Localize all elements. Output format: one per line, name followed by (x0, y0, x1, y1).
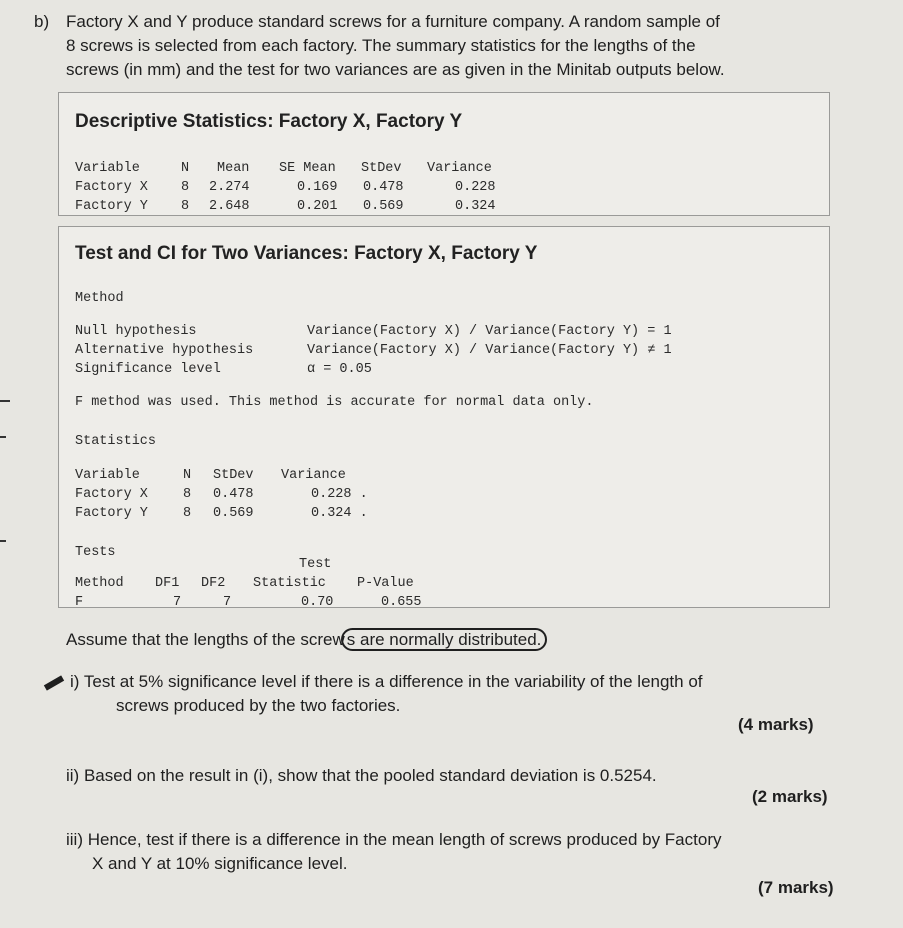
significance-value: α = 0.05 (307, 362, 372, 377)
desc-row1-variance: 0.228 (455, 180, 496, 195)
assumption-circled-text: s are normally distributed. (341, 628, 548, 651)
assumption-statement (66, 628, 547, 652)
test-row-df1: 7 (173, 595, 182, 610)
desc-row2-se-mean: 0.201 (297, 199, 338, 214)
desc-row2-n: 8 (181, 199, 190, 214)
stat-row2-stdev: 0.569 (213, 506, 254, 521)
test-row-method: F (75, 595, 84, 610)
question-iii-line-1: Hence, test if there is a difference in the mean length of screws produced by Factory (87, 830, 722, 849)
variance-test-title: Test and CI for Two Variances: Factory X, Factory Y (75, 243, 538, 264)
question-iii-line-2: X and Y at 10% significance level. (92, 854, 348, 873)
test-row-statistic: 0.70 (301, 595, 334, 610)
test-header-statistic: Statistic (253, 576, 326, 591)
stat-row2-n: 8 (183, 506, 192, 521)
question-iii (66, 828, 866, 876)
desc-row1-variable: Factory X (75, 180, 148, 195)
descriptive-title: Descriptive Statistics: Factory X, Factory Y (75, 111, 463, 132)
desc-row1-n: 8 (181, 180, 190, 195)
desc-row1-se-mean: 0.169 (297, 180, 338, 195)
desc-header-variable: Variable (75, 161, 140, 176)
stat-header-variance: Variance (281, 468, 346, 483)
intro-paragraph (34, 10, 824, 82)
question-ii (66, 764, 657, 788)
alt-hypothesis-label: Alternative hypothesis (75, 343, 254, 358)
test-header-pvalue: P-Value (357, 576, 414, 591)
statistics-label: Statistics (75, 434, 157, 449)
test-header-test: Test (299, 557, 332, 572)
desc-row2-variable: Factory Y (75, 199, 148, 214)
method-label: Method (75, 291, 124, 306)
question-iii-label: iii) (66, 830, 83, 849)
intro-line-1: Factory X and Y produce standard screws for a furniture company. A random sample of (66, 12, 720, 31)
test-row-df2: 7 (223, 595, 232, 610)
test-row-pvalue: 0.655 (381, 595, 422, 610)
descriptive-statistics-box (58, 92, 830, 216)
stat-header-n: N (183, 468, 192, 483)
assumption-prefix: Assume that the lengths of the screw (66, 630, 345, 649)
question-i-line-1: Test at 5% significance level if there is a difference in the variability of the length of (83, 672, 703, 691)
question-iii-marks: (7 marks) (758, 878, 834, 897)
stat-header-stdev: StDev (213, 468, 254, 483)
desc-row2-mean: 2.648 (209, 199, 250, 214)
stat-row2-variance: 0.324 . (311, 506, 368, 521)
stat-header-variable: Variable (75, 468, 140, 483)
desc-row1-mean: 2.274 (209, 180, 250, 195)
question-ii-marks: (2 marks) (752, 787, 828, 806)
desc-header-variance: Variance (427, 161, 492, 176)
stat-row1-variable: Factory X (75, 487, 148, 502)
stat-row1-n: 8 (183, 487, 192, 502)
stat-row1-variance: 0.228 . (311, 487, 368, 502)
desc-header-n: N (181, 161, 190, 176)
desc-header-stdev: StDev (361, 161, 402, 176)
f-method-note: F method was used. This method is accurate for normal data only. (75, 395, 594, 410)
intro-line-2: 8 screws is selected from each factory. The summary statistics for the lengths of the (66, 36, 696, 55)
question-i-label: i) (70, 672, 80, 691)
null-hypothesis-label: Null hypothesis (75, 324, 197, 339)
desc-row2-variance: 0.324 (455, 199, 496, 214)
desc-row2-stdev: 0.569 (363, 199, 404, 214)
alt-hypothesis-value: Variance(Factory X) / Variance(Factory Y) ≠ 1 (307, 343, 672, 358)
question-ii-label: ii) (66, 766, 80, 785)
stat-row1-stdev: 0.478 (213, 487, 254, 502)
question-i-line-2: screws produced by the two factories. (116, 696, 401, 715)
test-header-df2: DF2 (201, 576, 226, 591)
significance-label: Significance level (75, 362, 221, 377)
test-header-method: Method (75, 576, 124, 591)
intro-line-3: screws (in mm) and the test for two variances are as given in the Minitab outputs below. (66, 60, 725, 79)
tests-label: Tests (75, 545, 116, 560)
margin-mark (0, 540, 6, 542)
variance-test-box (58, 226, 830, 608)
stat-row2-variable: Factory Y (75, 506, 148, 521)
desc-row1-stdev: 0.478 (363, 180, 404, 195)
test-header-df1: DF1 (155, 576, 180, 591)
part-label: b) (34, 12, 50, 31)
question-i-marks: (4 marks) (738, 715, 814, 734)
margin-mark (0, 400, 10, 402)
desc-header-mean: Mean (217, 161, 250, 176)
desc-header-se-mean: SE Mean (279, 161, 336, 176)
question-ii-line-1: Based on the result in (i), show that the pooled standard deviation is 0.5254. (83, 766, 657, 785)
null-hypothesis-value: Variance(Factory X) / Variance(Factory Y) = 1 (307, 324, 672, 339)
pen-mark (44, 675, 64, 690)
margin-mark (0, 436, 6, 438)
question-i (44, 670, 844, 718)
